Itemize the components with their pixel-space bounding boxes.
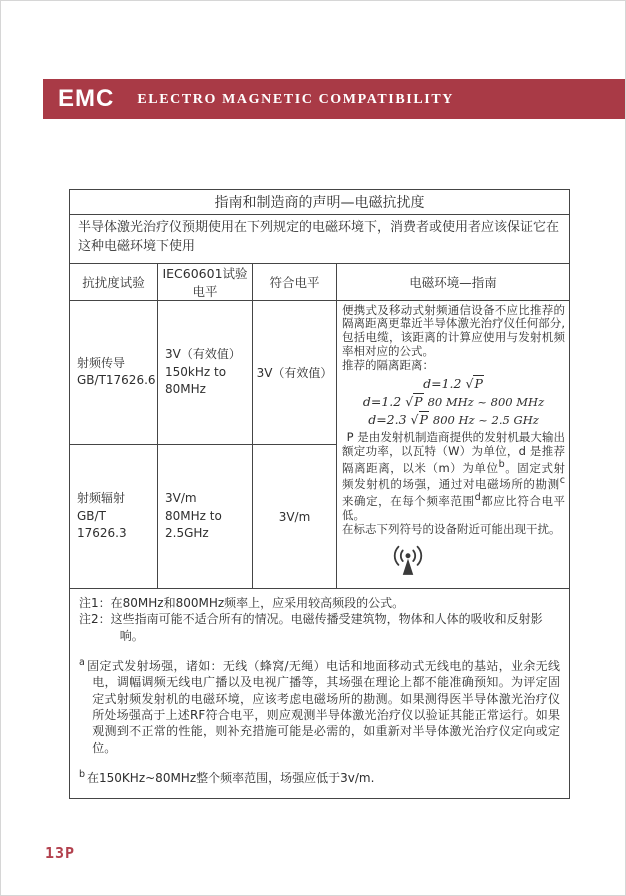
radical-sign: √ [405,393,414,409]
non-ionizing-radiation-icon [387,543,565,584]
footnote-ref-b: b [498,458,505,470]
radical-sign: √ [410,412,419,428]
guidance-paragraph-1: 便携式及移动式射频通信设备不应比推荐的隔离距离更靠近半导体激光治疗仪任何部分,包括电缆，该距离的计算应使用与发射机频率相对应的公式。 [342,302,565,359]
col-header-compliance-level: 符合电平 [253,263,337,300]
table-notes-cell [70,589,570,799]
col-header-em-environment: 电磁环境—指南 [337,263,570,300]
emc-banner [43,79,625,119]
guidance-paragraph-power: P 是由发射机制造商提供的发射机最大输出额定功率，以瓦特（W）为单位，d 是推荐隔离距离，以米（m）为单位$^b$。固定式射频发射机的场强，通过对电磁场所的勘测$^c$来确定，在每个频率范围$^d$都应比符合电平低。 [342,430,566,522]
radical-sign: √ [465,375,474,391]
table-row [70,300,570,444]
footnote-b: $^b$ 在150KHz~80MHz整个频率范围，场强应低于3v/m. [79,768,375,785]
table-title: 指南和制造商的声明—电磁抗扰度 [70,190,570,215]
emc-logo: EMC [58,85,115,112]
footnote-ref-d: d [474,492,481,504]
iec-frequency-range: 150kHz to 80MHz [165,364,227,396]
cell-em-environment-guidance [337,300,570,588]
note-1: 注1：在80MHz和800MHz频率上，应采用较高频段的公式。 [79,596,405,611]
table-intro: 半导体激光治疗仪预期使用在下列规定的电磁环境下，消费者或使用者应该保证它在这种电磁环境下使用 [70,215,570,264]
test-name: 射频辐射 [77,491,126,506]
guidance-paragraph-interference: 在标志下列符号的设备附近可能出现干扰。 [342,521,561,536]
emi-declaration-table [69,189,570,799]
footnote-ref-c: c [559,475,565,487]
iec-level: 3V/m [165,491,197,506]
col-header-iec-level: IEC60601试验电平 [158,263,253,300]
test-standard: GB/T 17626.3 [77,508,127,541]
separation-distance-formula-2: d=1.2 √P 80 MHz ~ 800 MHz [362,393,545,409]
col-header-immunity-test: 抗扰度试验 [70,263,158,300]
footnote-b-marker: b [79,768,86,780]
cell-rf-radiated-level [158,444,253,588]
cell-rf-conducted-compliance: 3V（有效值） [253,300,337,444]
cell-rf-radiated-compliance: 3V/m [253,444,337,588]
cell-rf-radiated-test [70,444,158,588]
guidance-paragraph-2: 推荐的隔离距离： [342,357,434,372]
banner-title: ELECTRO MAGNETIC COMPATIBILITY [137,92,454,107]
cell-rf-conducted-test [70,300,158,444]
footnote-a-marker: a [79,657,85,669]
iec-level: 3V（有效值） [165,347,241,362]
page-number: 13P [45,844,76,862]
test-name: 射频传导 [77,355,126,370]
separation-distance-formula-1: d=1.2 √P [423,375,483,391]
note-2: 注2：这些指南可能不适合所有的情况。电磁传播受建筑物，物体和人体的吸收和反射影响。 [79,612,543,643]
cell-rf-conducted-level [158,300,253,444]
footnote-a: $^a$ 固定式发射场强，诸如：无线（蜂窝/无绳）电话和地面移动式无线电的基站，业余无线电，调幅调频无线电广播以及电视广播等，其场强在理论上都不能准确预知。为评定固定式射频发射机的电磁环境，应该考虑电磁场所的勘测。如果测得医半导体激光治疗仪所处场强高于上述RF符合电平，则应观测半导体激光治疗仪以验证其能正常运行。如果观测到不正常的性能，则补充措施可能是必需的，如重新对半导体激光治疗仪定向或定位。 [79,657,560,755]
iec-frequency-range: 80MHz to 2.5GHz [165,508,222,541]
separation-distance-formula-3: d=2.3 √P 800 Hz ~ 2.5 GHz [368,412,539,428]
test-standard: GB/T17626.6 [77,373,156,388]
